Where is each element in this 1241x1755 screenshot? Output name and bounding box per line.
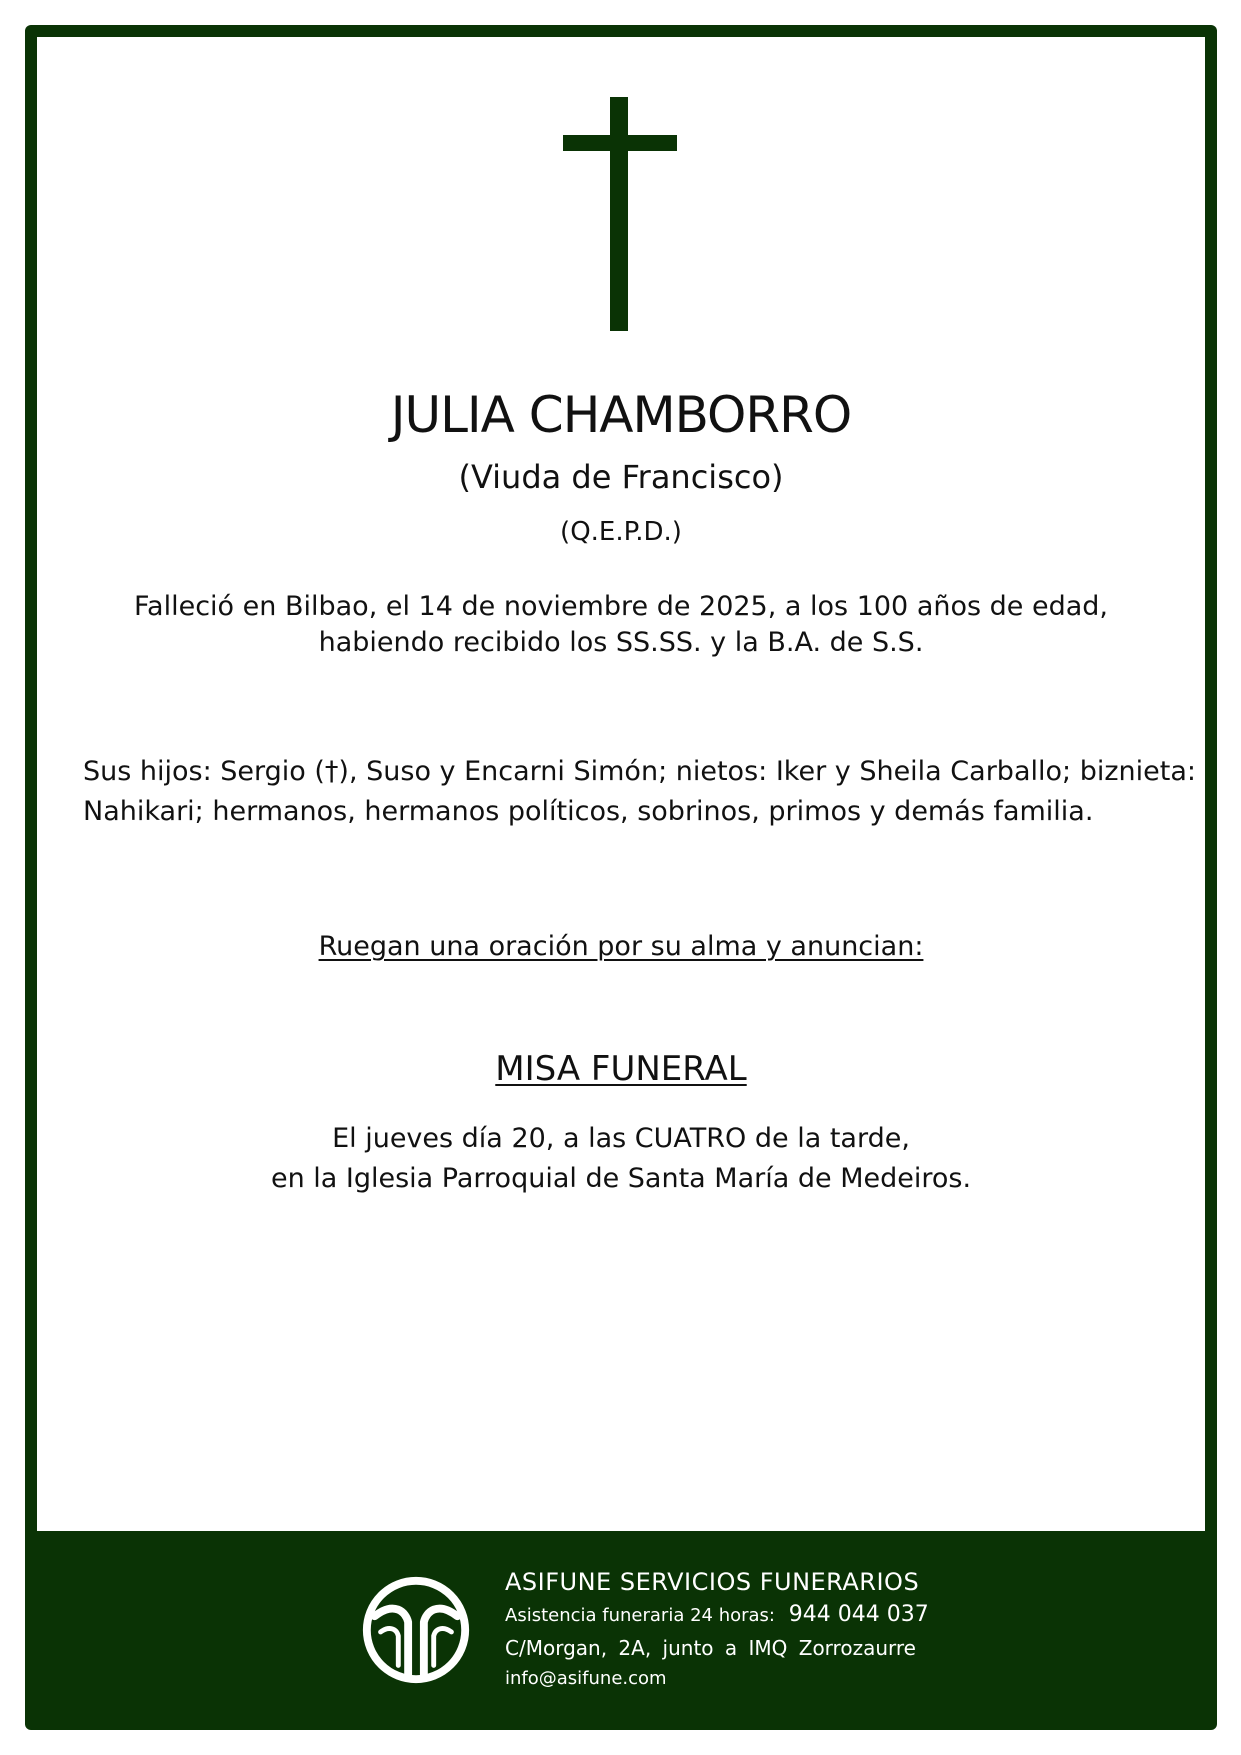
mass-title xyxy=(37,1047,1205,1091)
company-email: info@asifune.com xyxy=(505,1668,667,1689)
phone-number: 944 044 037 xyxy=(788,1602,929,1627)
widow-line: (Viuda de Francisco) xyxy=(458,458,784,496)
family-line-2: Nahikari; hermanos, hermanos políticos, sobrinos, primos y demás familia. xyxy=(83,796,1094,827)
qepd-line: (Q.E.P.D.) xyxy=(560,517,682,547)
death-notice xyxy=(37,589,1205,661)
assistance-line xyxy=(505,1599,929,1632)
family-line-1: Sus hijos: Sergio (†), Suso y Encarni Simón; nietos: Iker y Sheila Carballo; biznieta: xyxy=(83,756,1196,787)
mass-line-2: en la Iglesia Parroquial de Santa María de Medeiros. xyxy=(270,1163,972,1194)
company-info xyxy=(505,1565,929,1694)
mass-line-1: El jueves día 20, a las CUATRO de la tarde, xyxy=(332,1123,910,1154)
deceased-name: JULIA CHAMBORRO xyxy=(390,386,852,444)
obituary-page xyxy=(37,37,1205,1531)
assistance-label: Asistencia funeraria 24 horas: xyxy=(505,1605,775,1626)
cross-vertical-bar xyxy=(610,97,628,331)
prayer-request xyxy=(37,929,1205,965)
company-name: ASIFUNE SERVICIOS FUNERARIOS xyxy=(505,1568,920,1596)
prayer-request-text: Ruegan una oración por su alma y anuncian: xyxy=(318,931,924,962)
mass-title-text: MISA FUNERAL xyxy=(495,1049,747,1089)
obituary-frame xyxy=(25,25,1217,1730)
asifune-logo-icon xyxy=(357,1571,475,1689)
company-address: C/Morgan, 2A, junto a IMQ Zorrozaurre xyxy=(505,1636,916,1660)
cross-horizontal-bar xyxy=(563,135,677,151)
funeral-home-footer xyxy=(25,1531,1217,1730)
family-paragraph xyxy=(83,752,1196,832)
death-line-2: habiendo recibido los SS.SS. y la B.A. de S.S. xyxy=(318,627,924,658)
death-line-1: Falleció en Bilbao, el 14 de noviembre de 2025, a los 100 años de edad, xyxy=(134,591,1108,622)
mass-details xyxy=(37,1119,1205,1199)
